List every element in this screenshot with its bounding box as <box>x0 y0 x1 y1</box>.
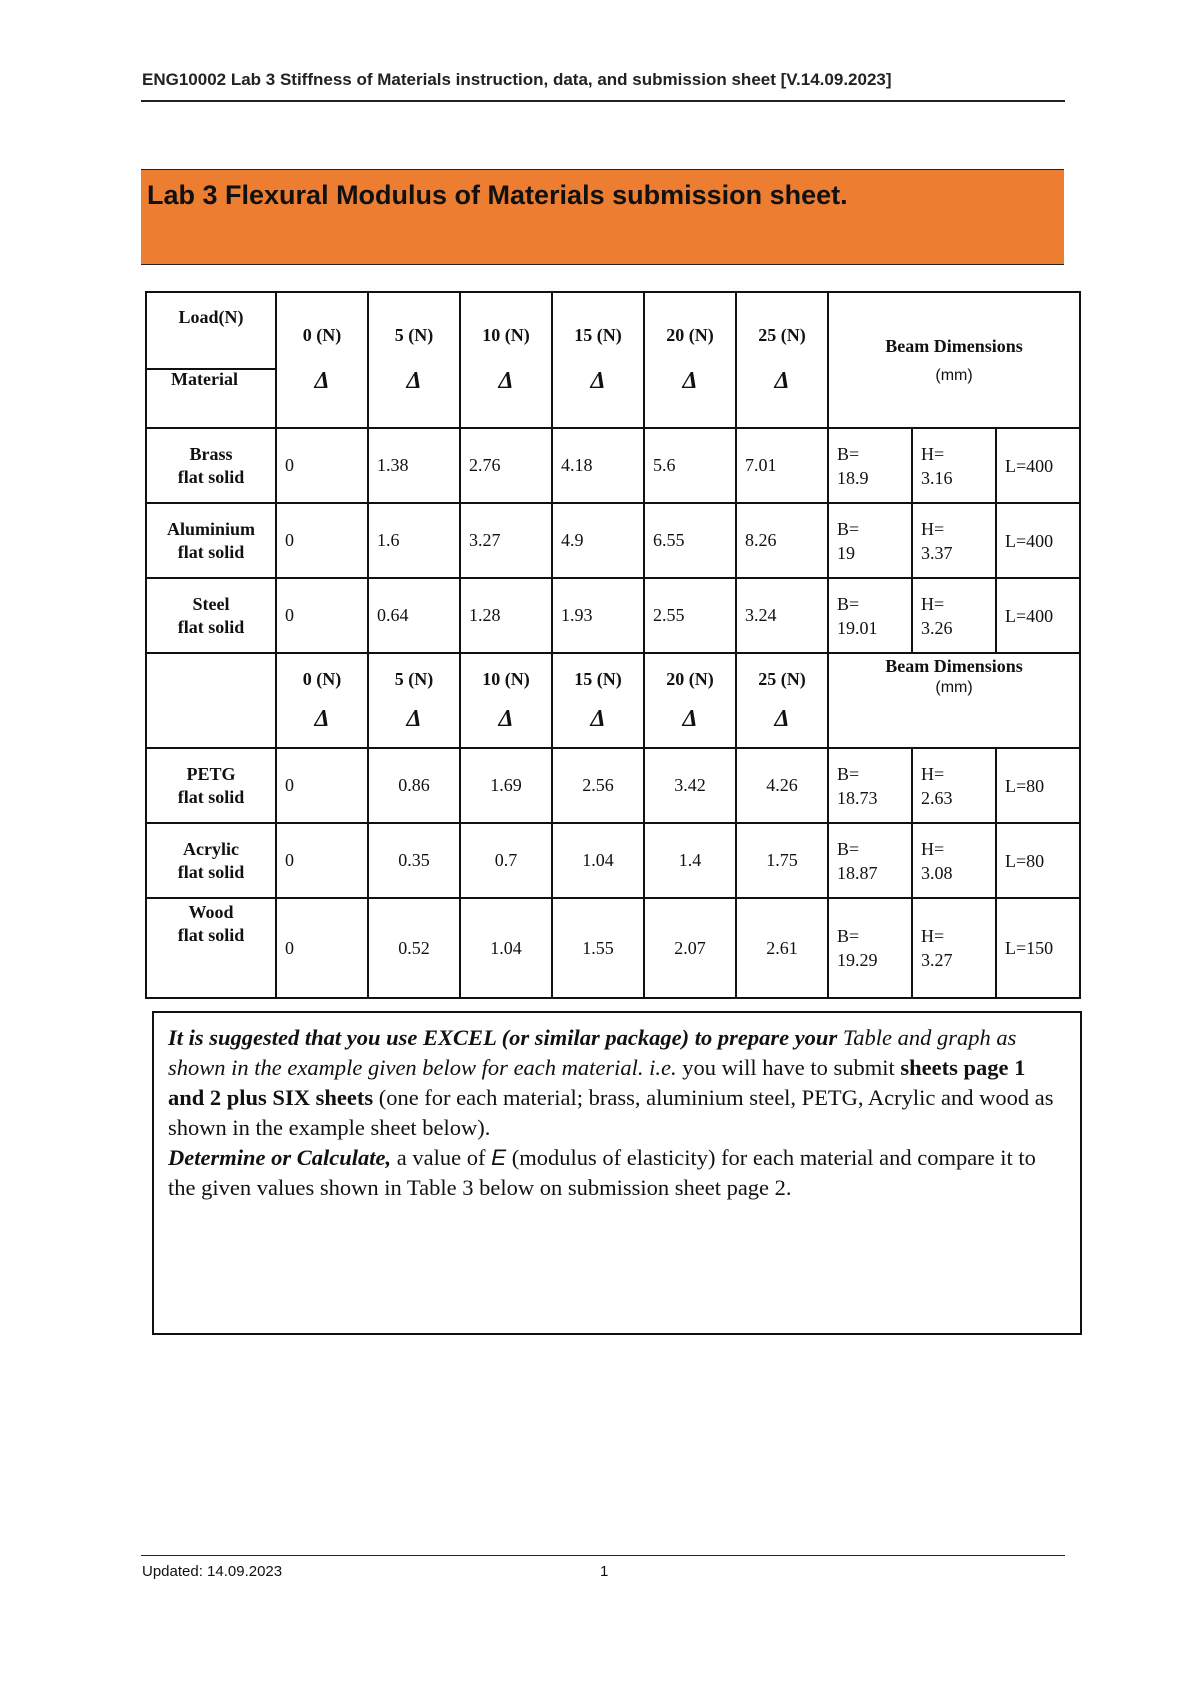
breadth-cell: B= 18.9 <box>828 428 912 503</box>
height-cell: H= 3.16 <box>912 428 996 503</box>
table-row <box>146 823 1080 898</box>
load-header: 25 (N) Δ <box>736 653 828 748</box>
deflection-cell: 2.61 <box>736 898 828 998</box>
deflection-cell: 1.28 <box>460 578 552 653</box>
load-label: Load(N) <box>147 293 275 370</box>
footer-divider <box>141 1555 1065 1556</box>
height-cell: H= 3.27 <box>912 898 996 998</box>
deflection-cell: 0.52 <box>368 898 460 998</box>
delta-symbol: Δ <box>774 368 790 394</box>
deflection-cell: 2.07 <box>644 898 736 998</box>
breadth-cell: B= 19.01 <box>828 578 912 653</box>
deflection-cell: 3.24 <box>736 578 828 653</box>
load-header: 5 (N) Δ <box>368 292 460 428</box>
delta-symbol: Δ <box>314 705 330 732</box>
page-title: Lab 3 Flexural Modulus of Materials submission sheet. <box>147 180 848 210</box>
length-cell: L=80 <box>996 823 1080 898</box>
delta-symbol: Δ <box>406 368 422 394</box>
material-name: Aluminium flat solid <box>146 503 276 578</box>
table-row <box>146 748 1080 823</box>
deflection-cell: 2.56 <box>552 748 644 823</box>
height-cell: H= 3.37 <box>912 503 996 578</box>
delta-symbol: Δ <box>406 705 422 732</box>
deflection-cell: 0 <box>276 898 368 998</box>
material-name: Steel flat solid <box>146 578 276 653</box>
page-number: 1 <box>600 1563 609 1580</box>
material-label: Material <box>171 369 238 389</box>
table-row <box>146 578 1080 653</box>
deflection-cell: 1.04 <box>552 823 644 898</box>
deflection-cell: 1.38 <box>368 428 460 503</box>
breadth-cell: B= 19.29 <box>828 898 912 998</box>
delta-symbol: Δ <box>682 368 698 394</box>
load-header: 5 (N) Δ <box>368 653 460 748</box>
empty-header-cell <box>146 653 276 748</box>
length-cell: L=400 <box>996 578 1080 653</box>
breadth-cell: B= 18.73 <box>828 748 912 823</box>
load-header: 10 (N) Δ <box>460 653 552 748</box>
deflection-cell: 0 <box>276 428 368 503</box>
deflection-cell: 1.04 <box>460 898 552 998</box>
beam-dimensions-header: Beam Dimensions (mm) <box>828 653 1080 748</box>
deflection-cell: 3.42 <box>644 748 736 823</box>
deflection-cell: 4.18 <box>552 428 644 503</box>
document-header: ENG10002 Lab 3 Stiffness of Materials instruction, data, and submission sheet [V.14.09.2023] <box>142 70 892 89</box>
table-header-row <box>146 653 1080 748</box>
deflection-cell: 0.7 <box>460 823 552 898</box>
deflection-cell: 1.4 <box>644 823 736 898</box>
load-header: 15 (N) Δ <box>552 292 644 428</box>
title-banner <box>141 169 1064 265</box>
delta-symbol: Δ <box>682 705 698 732</box>
deflection-cell: 0.86 <box>368 748 460 823</box>
load-header: 15 (N) Δ <box>552 653 644 748</box>
delta-symbol: Δ <box>774 705 790 732</box>
load-header: 20 (N) Δ <box>644 653 736 748</box>
note-determine: Determine or Calculate, <box>168 1145 392 1170</box>
beam-dimensions-header: Beam Dimensions (mm) <box>828 292 1080 428</box>
deflection-cell: 1.93 <box>552 578 644 653</box>
deflection-cell: 2.76 <box>460 428 552 503</box>
deflection-cell: 1.75 <box>736 823 828 898</box>
footer-updated: Updated: 14.09.2023 <box>142 1563 283 1580</box>
height-cell: H= 2.63 <box>912 748 996 823</box>
note-intro: It is suggested that you use EXCEL (or similar package) to prepare your <box>168 1025 838 1050</box>
delta-symbol: Δ <box>314 368 330 394</box>
deflection-table <box>145 291 1081 999</box>
deflection-cell: 2.55 <box>644 578 736 653</box>
deflection-cell: 8.26 <box>736 503 828 578</box>
deflection-cell: 6.55 <box>644 503 736 578</box>
table-row <box>146 898 1080 998</box>
material-name: Brass flat solid <box>146 428 276 503</box>
delta-symbol: Δ <box>498 368 514 394</box>
note-intro-cont: Table and graph as shown in the example given below for each material. i.e. <box>168 1025 1017 1080</box>
load-material-header <box>146 292 276 428</box>
load-header: 20 (N) Δ <box>644 292 736 428</box>
table-row <box>146 503 1080 578</box>
length-cell: L=80 <box>996 748 1080 823</box>
deflection-cell: 0 <box>276 823 368 898</box>
material-name: Wood flat solid <box>146 898 276 998</box>
load-header: 0 (N) Δ <box>276 653 368 748</box>
material-name: PETG flat solid <box>146 748 276 823</box>
note-e-symbol: E <box>491 1145 507 1170</box>
deflection-cell: 7.01 <box>736 428 828 503</box>
deflection-cell: 4.26 <box>736 748 828 823</box>
load-header: 10 (N) Δ <box>460 292 552 428</box>
deflection-cell: 0 <box>276 578 368 653</box>
material-name: Acrylic flat solid <box>146 823 276 898</box>
delta-symbol: Δ <box>590 368 606 394</box>
header-divider <box>141 100 1065 102</box>
load-header: 25 (N) Δ <box>736 292 828 428</box>
deflection-cell: 0.64 <box>368 578 460 653</box>
length-cell: L=400 <box>996 503 1080 578</box>
delta-symbol: Δ <box>590 705 606 732</box>
breadth-cell: B= 18.87 <box>828 823 912 898</box>
load-header: 0 (N) Δ <box>276 292 368 428</box>
deflection-cell: 1.6 <box>368 503 460 578</box>
note-emphasis: sheets page 1 and 2 plus SIX sheets <box>168 1055 1026 1110</box>
height-cell: H= 3.26 <box>912 578 996 653</box>
delta-symbol: Δ <box>498 705 514 732</box>
instructions-box: It is suggested that you use EXCEL (or similar package) to prepare your Table and graph as shown in the example given below for each material. i.e. you will have to submit sheets page 1 and 2 plus SIX sheets (one for each material; brass, aluminium steel, PETG, Acrylic and wood as shown in the example sheet below). Determine or Calculate, a value of E (modulus of elasticity) for each material and compare it to the given values shown in Table 3 below on submission sheet page 2. <box>152 1011 1082 1335</box>
deflection-cell: 0.35 <box>368 823 460 898</box>
deflection-cell: 1.55 <box>552 898 644 998</box>
breadth-cell: B= 19 <box>828 503 912 578</box>
length-cell: L=150 <box>996 898 1080 998</box>
deflection-cell: 0 <box>276 748 368 823</box>
deflection-cell: 3.27 <box>460 503 552 578</box>
table-header-row <box>146 292 1080 428</box>
deflection-cell: 1.69 <box>460 748 552 823</box>
deflection-cell: 4.9 <box>552 503 644 578</box>
height-cell: H= 3.08 <box>912 823 996 898</box>
length-cell: L=400 <box>996 428 1080 503</box>
deflection-cell: 5.6 <box>644 428 736 503</box>
deflection-cell: 0 <box>276 503 368 578</box>
table-row <box>146 428 1080 503</box>
